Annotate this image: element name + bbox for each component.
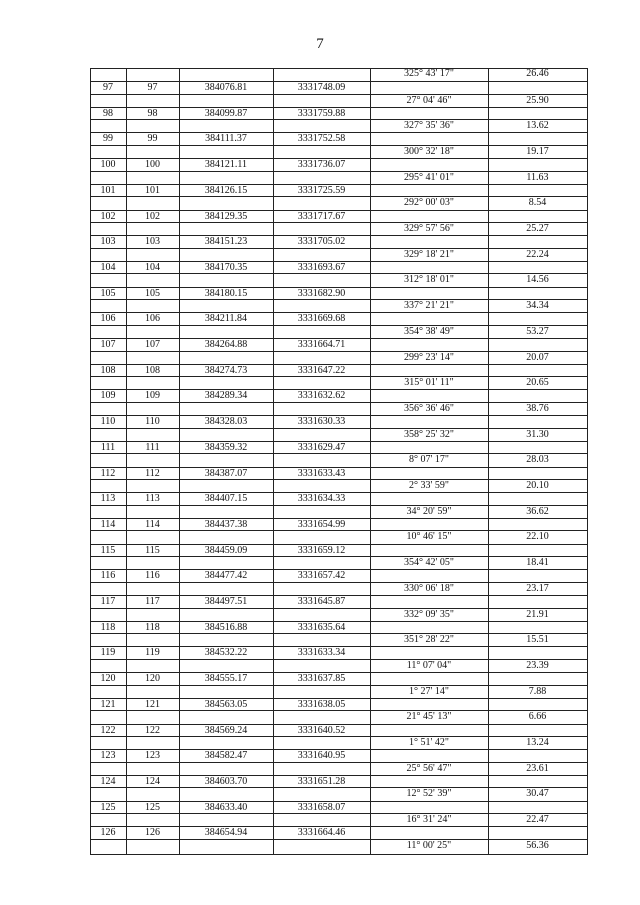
distance-cell: 20.10 <box>526 480 549 491</box>
bearing-cell: 325° 43' 17" <box>404 68 454 79</box>
point-id-cell: 111 <box>145 441 160 453</box>
bearing-cell: 16° 31' 24" <box>406 814 452 826</box>
x-coordinate-cell: 384477.42 <box>204 570 248 582</box>
point-id-cell: 119 <box>145 647 160 659</box>
bearing-cell: 295° 41' 01" <box>404 171 454 183</box>
bearing-cell: 10° 46' 15" <box>406 531 452 543</box>
point-id-cell: 118 <box>145 621 160 633</box>
point-number-cell: 101 <box>100 184 116 196</box>
point-number-cell: 117 <box>100 596 116 607</box>
x-coordinate-cell: 384121.11 <box>204 159 248 171</box>
point-id-cell: 99 <box>147 133 158 145</box>
distance-cell: 23.17 <box>526 582 549 594</box>
y-coordinate-cell: 3331748.09 <box>297 82 346 93</box>
point-id-cell: 106 <box>145 313 160 325</box>
point-number-cell: 123 <box>100 750 116 762</box>
x-coordinate-cell: 384654.94 <box>204 827 248 839</box>
x-coordinate-cell: 384569.24 <box>204 724 248 736</box>
y-coordinate-cell: 3331635.64 <box>297 621 346 633</box>
point-number-cell: 109 <box>100 390 116 402</box>
point-id-cell: 97 <box>147 82 158 93</box>
x-coordinate-cell: 384289.34 <box>204 390 248 402</box>
point-id-cell: 122 <box>145 724 160 736</box>
y-coordinate-cell: 3331630.33 <box>297 416 346 428</box>
point-id-cell: 108 <box>145 364 160 376</box>
bearing-cell: 312° 18' 01" <box>404 274 454 286</box>
x-coordinate-cell: 384563.05 <box>204 698 248 710</box>
distance-cell: 22.47 <box>526 814 549 826</box>
y-coordinate-cell: 3331659.12 <box>297 544 346 556</box>
distance-cell: 25.27 <box>526 223 549 234</box>
point-number-cell: 113 <box>100 493 116 505</box>
y-coordinate-cell: 3331634.33 <box>297 493 346 505</box>
point-number-cell: 122 <box>100 724 116 736</box>
distance-cell: 36.62 <box>526 505 549 517</box>
y-coordinate-cell: 3331664.71 <box>297 339 346 350</box>
distance-cell: 14.56 <box>526 274 549 286</box>
x-coordinate-cell: 384497.51 <box>204 596 248 607</box>
point-id-cell: 113 <box>145 493 160 505</box>
bearing-cell: 1° 51' 42" <box>409 737 449 748</box>
y-coordinate-cell: 3331725.59 <box>297 184 346 196</box>
point-number-cell: 118 <box>100 621 116 633</box>
point-id-cell: 116 <box>145 570 160 582</box>
distance-cell: 56.36 <box>526 839 549 851</box>
point-number-cell: 102 <box>100 210 116 222</box>
y-coordinate-cell: 3331664.46 <box>297 827 346 839</box>
table-row-border <box>90 854 587 855</box>
x-coordinate-cell: 384111.37 <box>205 133 247 145</box>
y-coordinate-cell: 3331693.67 <box>297 261 346 273</box>
distance-cell: 28.03 <box>526 454 549 466</box>
bearing-cell: 330° 06' 18" <box>404 582 454 594</box>
distance-cell: 21.91 <box>526 608 549 620</box>
point-number-cell: 106 <box>100 313 116 325</box>
bearing-cell: 315° 01' 11" <box>404 377 454 389</box>
bearing-cell: 354° 42' 05" <box>404 557 454 569</box>
point-number-cell: 121 <box>100 698 116 710</box>
bearing-cell: 327° 35' 36" <box>404 120 454 132</box>
point-id-cell: 123 <box>145 750 160 762</box>
bearing-cell: 8° 07' 17" <box>409 454 449 466</box>
x-coordinate-cell: 384582.47 <box>204 750 248 762</box>
point-id-cell: 126 <box>145 827 160 839</box>
point-number-cell: 97 <box>103 82 113 93</box>
bearing-cell: 27° 04' 46" <box>406 94 452 106</box>
y-coordinate-cell: 3331632.62 <box>297 390 346 402</box>
y-coordinate-cell: 3331640.95 <box>297 750 346 762</box>
x-coordinate-cell: 384099.87 <box>204 107 248 119</box>
x-coordinate-cell: 384459.09 <box>204 544 248 556</box>
point-id-cell: 121 <box>145 698 160 710</box>
point-number-cell: 100 <box>100 159 116 171</box>
x-coordinate-cell: 384359.32 <box>204 441 248 453</box>
point-number-cell: 115 <box>100 544 116 556</box>
bearing-cell: 300° 32' 18" <box>404 145 454 157</box>
y-coordinate-cell: 3331705.02 <box>297 236 346 248</box>
distance-cell: 8.54 <box>528 197 547 209</box>
y-coordinate-cell: 3331736.07 <box>297 159 346 171</box>
distance-cell: 15.51 <box>526 634 549 646</box>
point-number-cell: 116 <box>100 570 116 582</box>
x-coordinate-cell: 384437.38 <box>204 518 248 530</box>
bearing-cell: 11° 00' 25" <box>406 839 452 851</box>
y-coordinate-cell: 3331669.68 <box>297 313 346 325</box>
x-coordinate-cell: 384151.23 <box>204 236 248 248</box>
y-coordinate-cell: 3331658.07 <box>297 801 346 813</box>
x-coordinate-cell: 384328.03 <box>204 416 248 428</box>
bearing-cell: 354° 38' 49" <box>404 325 454 337</box>
bearing-cell: 11° 07' 04" <box>406 659 452 671</box>
distance-cell: 20.65 <box>526 377 549 389</box>
point-id-cell: 102 <box>145 210 160 222</box>
x-coordinate-cell: 384274.73 <box>204 364 248 376</box>
coordinates-table <box>90 68 587 855</box>
table-column-border <box>587 68 588 855</box>
y-coordinate-cell: 3331651.28 <box>297 775 346 787</box>
bearing-cell: 332° 09' 35" <box>404 608 454 620</box>
distance-cell: 25.90 <box>526 94 549 106</box>
point-id-cell: 125 <box>145 801 160 813</box>
x-coordinate-cell: 384126.15 <box>204 184 248 196</box>
point-number-cell: 120 <box>100 673 116 685</box>
point-id-cell: 124 <box>145 775 160 787</box>
x-coordinate-cell: 384633.40 <box>204 801 248 813</box>
distance-cell: 11.63 <box>526 171 549 183</box>
point-number-cell: 98 <box>103 107 113 119</box>
bearing-cell: 299° 23' 14" <box>404 351 454 363</box>
distance-cell: 23.39 <box>526 659 549 671</box>
y-coordinate-cell: 3331637.85 <box>297 673 346 685</box>
x-coordinate-cell: 384407.15 <box>204 493 248 505</box>
point-number-cell: 126 <box>100 827 116 839</box>
distance-cell: 6.66 <box>528 711 547 723</box>
bearing-cell: 358° 25' 32" <box>404 428 454 440</box>
point-number-cell: 99 <box>103 133 113 145</box>
distance-cell: 34.34 <box>526 300 549 312</box>
distance-cell: 13.62 <box>526 120 549 132</box>
point-number-cell: 104 <box>100 261 116 273</box>
y-coordinate-cell: 3331640.52 <box>297 724 346 736</box>
point-number-cell: 124 <box>100 775 116 787</box>
point-id-cell: 110 <box>145 416 160 428</box>
point-id-cell: 120 <box>145 673 160 685</box>
point-id-cell: 100 <box>145 159 160 171</box>
bearing-cell: 25° 56' 47" <box>406 762 452 774</box>
point-number-cell: 103 <box>100 236 116 248</box>
point-id-cell: 104 <box>145 261 160 273</box>
y-coordinate-cell: 3331645.87 <box>297 596 346 607</box>
point-id-cell: 107 <box>145 339 160 350</box>
point-id-cell: 115 <box>145 544 160 556</box>
y-coordinate-cell: 3331633.43 <box>297 467 346 479</box>
x-coordinate-cell: 384532.22 <box>204 647 248 659</box>
y-coordinate-cell: 3331647.22 <box>297 364 346 376</box>
y-coordinate-cell: 3331633.34 <box>297 647 346 659</box>
x-coordinate-cell: 384555.17 <box>204 673 248 685</box>
point-id-cell: 109 <box>145 390 160 402</box>
distance-cell: 18.41 <box>526 557 549 569</box>
x-coordinate-cell: 384180.15 <box>204 287 248 299</box>
distance-cell: 20.07 <box>526 351 549 363</box>
point-number-cell: 114 <box>100 518 116 530</box>
distance-cell: 53.27 <box>526 325 549 337</box>
distance-cell: 13.24 <box>526 737 549 748</box>
distance-cell: 30.47 <box>526 788 549 800</box>
point-number-cell: 105 <box>100 287 116 299</box>
x-coordinate-cell: 384211.84 <box>204 313 248 325</box>
bearing-cell: 2° 33' 59" <box>409 480 449 491</box>
bearing-cell: 12° 52' 39" <box>406 788 452 800</box>
point-id-cell: 101 <box>145 184 160 196</box>
point-number-cell: 111 <box>100 441 116 453</box>
bearing-cell: 356° 36' 46" <box>404 402 454 414</box>
bearing-cell: 292° 00' 03" <box>404 197 454 209</box>
y-coordinate-cell: 3331682.90 <box>297 287 346 299</box>
y-coordinate-cell: 3331752.58 <box>297 133 346 145</box>
bearing-cell: 329° 57' 56" <box>404 223 454 234</box>
x-coordinate-cell: 384516.88 <box>204 621 248 633</box>
distance-cell: 22.10 <box>526 531 549 543</box>
page-number: 7 <box>316 36 324 52</box>
bearing-cell: 329° 18' 21" <box>404 248 454 260</box>
distance-cell: 7.88 <box>528 685 547 697</box>
y-coordinate-cell: 3331654.99 <box>297 518 346 530</box>
point-id-cell: 114 <box>145 518 160 530</box>
y-coordinate-cell: 3331638.05 <box>297 698 346 710</box>
x-coordinate-cell: 384603.70 <box>204 775 248 787</box>
x-coordinate-cell: 384129.35 <box>204 210 248 222</box>
point-number-cell: 107 <box>100 339 116 350</box>
point-id-cell: 105 <box>145 287 160 299</box>
x-coordinate-cell: 384076.81 <box>204 82 248 93</box>
point-number-cell: 112 <box>100 467 116 479</box>
point-number-cell: 119 <box>100 647 116 659</box>
distance-cell: 19.17 <box>526 145 549 157</box>
point-number-cell: 108 <box>100 364 116 376</box>
x-coordinate-cell: 384387.07 <box>204 467 248 479</box>
y-coordinate-cell: 3331759.88 <box>297 107 346 119</box>
distance-cell: 38.76 <box>526 402 549 414</box>
distance-cell: 31.30 <box>526 428 549 440</box>
x-coordinate-cell: 384170.35 <box>204 261 248 273</box>
distance-cell: 23.61 <box>526 762 549 774</box>
y-coordinate-cell: 3331657.42 <box>297 570 346 582</box>
point-id-cell: 117 <box>145 596 160 607</box>
bearing-cell: 351° 28' 22" <box>404 634 454 646</box>
distance-cell: 26.46 <box>526 68 549 79</box>
bearing-cell: 21° 45' 13" <box>406 711 452 723</box>
point-number-cell: 110 <box>100 416 116 428</box>
bearing-cell: 337° 21' 21" <box>404 300 454 312</box>
y-coordinate-cell: 3331629.47 <box>297 441 346 453</box>
point-id-cell: 98 <box>147 107 158 119</box>
point-number-cell: 125 <box>100 801 116 813</box>
bearing-cell: 34° 20' 59" <box>406 505 452 517</box>
bearing-cell: 1° 27' 14" <box>409 685 449 697</box>
distance-cell: 22.24 <box>526 248 549 260</box>
x-coordinate-cell: 384264.88 <box>204 339 248 350</box>
point-id-cell: 112 <box>145 467 160 479</box>
y-coordinate-cell: 3331717.67 <box>297 210 346 222</box>
point-id-cell: 103 <box>145 236 160 248</box>
